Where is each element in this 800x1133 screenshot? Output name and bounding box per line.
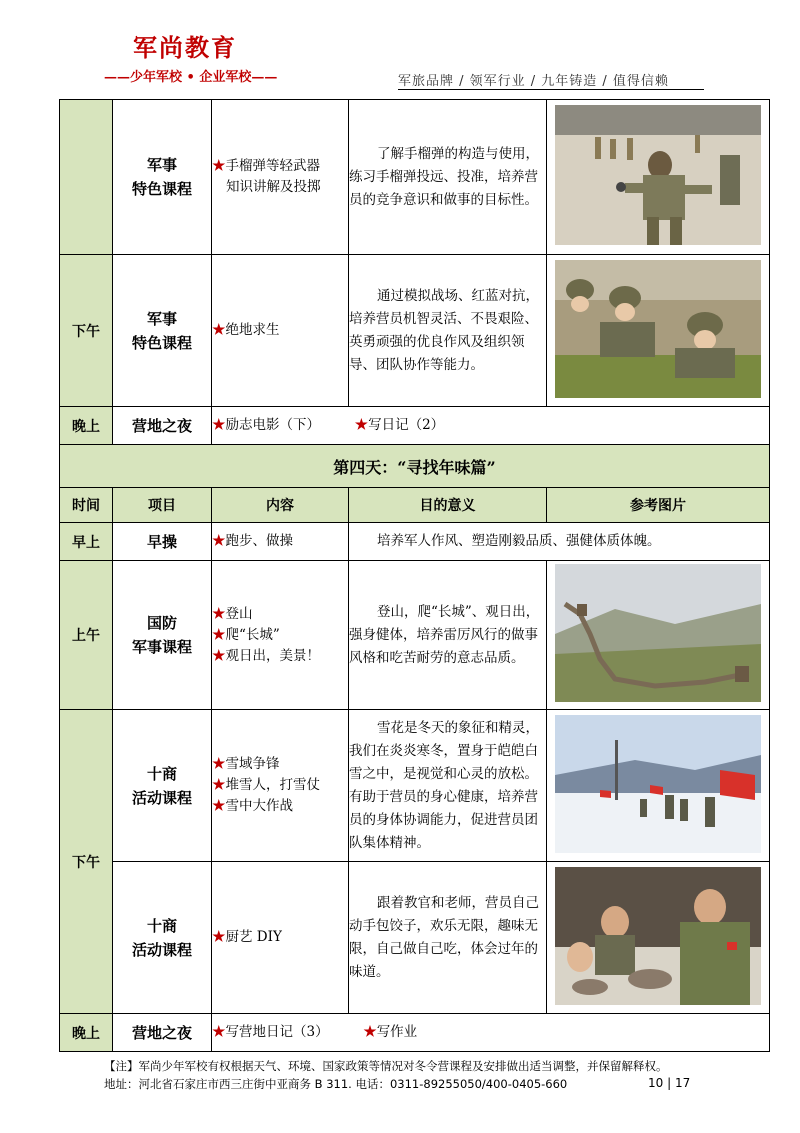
table-row bbox=[60, 561, 770, 710]
table-row bbox=[60, 862, 770, 1014]
purpose-text: 跟着教官和老师，营员自己动手包饺子，欢乐无限，趣味无限，自己做自己吃，体会过年的味道。 bbox=[349, 894, 539, 980]
picture-cell bbox=[547, 862, 770, 1014]
column-header: 时间 bbox=[60, 488, 113, 523]
purpose-text: 了解手榴弹的构造与使用，练习手榴弹投远、投准，培养营员的竞争意识和做事的目标性。 bbox=[349, 145, 539, 208]
table-row bbox=[60, 445, 770, 488]
grenade-training-photo bbox=[555, 105, 761, 245]
content-text: 登山 bbox=[225, 605, 253, 622]
star-icon: ★ bbox=[212, 322, 226, 338]
column-header: 内容 bbox=[212, 488, 349, 523]
item-cell bbox=[113, 862, 212, 1014]
star-icon: ★ bbox=[212, 929, 226, 945]
time-cell bbox=[60, 100, 113, 255]
table-row bbox=[60, 523, 770, 561]
item-label: 特色课程 bbox=[131, 180, 192, 198]
content-text: 写作业 bbox=[376, 1024, 418, 1040]
content-cell bbox=[212, 255, 349, 407]
purpose-cell bbox=[349, 100, 547, 255]
page-header bbox=[0, 0, 800, 100]
content-text: 写日记（2） bbox=[368, 417, 445, 433]
table-row bbox=[60, 100, 770, 255]
time-cell: 晚上 bbox=[60, 1014, 113, 1052]
content-text: 雪中大作战 bbox=[225, 798, 293, 814]
content-text: 雪域争锋 bbox=[225, 756, 280, 772]
schedule-table bbox=[59, 99, 770, 1052]
picture-cell bbox=[547, 561, 770, 710]
star-icon: ★ bbox=[212, 158, 226, 174]
content-cell bbox=[212, 1014, 770, 1052]
item-cell: 营地之夜 bbox=[113, 1014, 212, 1052]
column-header-row bbox=[60, 488, 770, 523]
purpose-cell bbox=[349, 255, 547, 407]
purpose-cell bbox=[349, 561, 547, 710]
purpose-text: 登山，爬“长城”、观日出，强身健体，培养雷厉风行的做事风格和吃苦耐劳的意志品质。 bbox=[349, 603, 540, 666]
time-cell: 早上 bbox=[60, 523, 113, 561]
header-slogan: 军旅品牌 / 领军行业 / 九年铸造 / 值得信赖 bbox=[398, 74, 669, 89]
purpose-cell bbox=[349, 710, 547, 862]
star-icon: ★ bbox=[212, 777, 226, 793]
picture-cell bbox=[547, 255, 770, 407]
star-icon: ★ bbox=[363, 1024, 377, 1040]
item-label: 活动课程 bbox=[131, 940, 192, 959]
logo-title: 军尚教育 bbox=[133, 33, 237, 62]
day-title: 第四天：“寻找年味篇” bbox=[60, 445, 770, 488]
dumpling-making-photo bbox=[555, 867, 761, 1005]
star-icon: ★ bbox=[212, 626, 226, 643]
content-text: 跑步、做操 bbox=[225, 533, 293, 549]
footer-address: 地址：河北省石家庄市西三庄街中亚商务 B 311. 电话：0311-89255050/400-0405-660 bbox=[104, 1077, 568, 1091]
column-header: 参考图片 bbox=[547, 488, 770, 523]
header-divider bbox=[398, 89, 704, 90]
item-cell bbox=[113, 561, 212, 710]
star-icon: ★ bbox=[212, 756, 226, 772]
star-icon: ★ bbox=[212, 1024, 226, 1040]
purpose-text: 雪花是冬天的象征和精灵，我们在炎炎寒冬，置身于皑皑白雪之中，是视觉和心灵的放松。有助于营员的身心健康，培养营员的身体协调能力，促进营员团队集体精神。 bbox=[349, 719, 539, 851]
purpose-text: 通过模拟战场、红蓝对抗，培养营员机智灵活、不畏艰险、英勇顽强的优良作风及组织领导、团队协作等能力。 bbox=[349, 287, 539, 373]
time-cell: 上午 bbox=[60, 561, 113, 710]
great-wall-photo bbox=[555, 564, 761, 702]
item-label: 军事课程 bbox=[131, 638, 192, 656]
content-text: 知识讲解及投掷 bbox=[226, 179, 321, 195]
content-text: 手榴弹等轻武器 bbox=[225, 158, 320, 174]
item-label: 军事 bbox=[146, 309, 177, 328]
snow-activity-photo bbox=[555, 715, 761, 853]
item-cell bbox=[113, 710, 212, 862]
table-row bbox=[60, 407, 770, 445]
item-label: 国防 bbox=[146, 614, 177, 632]
star-icon: ★ bbox=[212, 417, 226, 433]
content-text: 爬“长城” bbox=[225, 626, 280, 643]
table-row bbox=[60, 1014, 770, 1052]
picture-cell bbox=[547, 710, 770, 862]
content-text: 绝地求生 bbox=[225, 322, 280, 338]
content-text: 励志电影（下） bbox=[225, 417, 320, 433]
content-cell bbox=[212, 710, 349, 862]
logo-subtitle: ——少年军校 • 企业军校—— bbox=[104, 70, 278, 85]
star-icon: ★ bbox=[212, 533, 226, 549]
content-cell bbox=[212, 561, 349, 710]
purpose-cell bbox=[349, 523, 770, 561]
star-icon: ★ bbox=[212, 647, 226, 664]
time-cell: 下午 bbox=[60, 255, 113, 407]
table-row bbox=[60, 710, 770, 862]
column-header: 项目 bbox=[113, 488, 212, 523]
content-text: 观日出，美景！ bbox=[225, 647, 320, 664]
time-cell: 下午 bbox=[60, 710, 113, 1014]
item-cell: 营地之夜 bbox=[113, 407, 212, 445]
purpose-text: 培养军人作风、塑造刚毅品质、强健体质体魄。 bbox=[377, 533, 661, 549]
content-cell bbox=[212, 862, 349, 1014]
page-number: 10 | 17 bbox=[648, 1076, 691, 1090]
field-combat-photo bbox=[555, 260, 761, 398]
item-label: 十商 bbox=[146, 916, 177, 935]
table-row bbox=[60, 255, 770, 407]
star-icon: ★ bbox=[212, 605, 226, 622]
item-label: 十商 bbox=[146, 764, 177, 783]
picture-cell bbox=[547, 100, 770, 255]
footer-note: 【注】军尚少年军校有权根据天气、环境、国家政策等情况对冬令营课程及安排做出适当调整，并保留解释权。 bbox=[104, 1059, 668, 1073]
content-text: 堆雪人，打雪仗 bbox=[225, 777, 320, 793]
content-cell bbox=[212, 407, 770, 445]
content-cell bbox=[212, 100, 349, 255]
item-cell bbox=[113, 100, 212, 255]
star-icon: ★ bbox=[212, 798, 226, 814]
item-label: 特色课程 bbox=[131, 333, 192, 352]
purpose-cell bbox=[349, 862, 547, 1014]
item-label: 活动课程 bbox=[131, 788, 192, 807]
time-cell: 晚上 bbox=[60, 407, 113, 445]
star-icon: ★ bbox=[354, 417, 369, 433]
column-header: 目的意义 bbox=[349, 488, 547, 523]
content-cell bbox=[212, 523, 349, 561]
item-label: 军事 bbox=[146, 156, 177, 174]
content-text: 厨艺 DIY bbox=[225, 929, 282, 945]
item-cell bbox=[113, 255, 212, 407]
content-text: 写营地日记（3） bbox=[225, 1024, 329, 1040]
item-cell: 早操 bbox=[113, 523, 212, 561]
